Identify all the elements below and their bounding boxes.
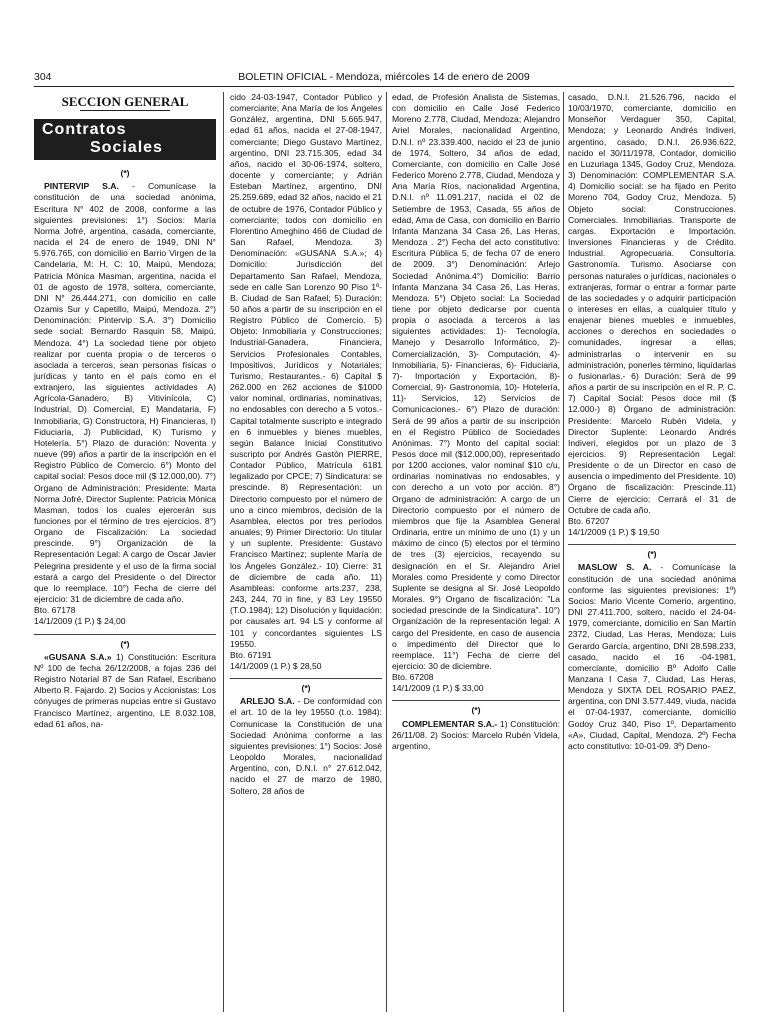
- notice-arlejo-continued: edad, de Profesión Analista de Sistemas, con domicilio en Calle José Federico Moreno 2.778, Ciudad, Mendoza; Alejandro Ariel Morales, nacionalidad Argentino, D.N.I. nº 23.339.400, nacido el 23 de junio de 1974, Soltero, 34 años de edad, Comerciante, con domicilio en Calle José Federico Moreno 2.778, Ciudad, Mendoza y Ana María Ríos, nacionalidad Argentina, D.N.I. nº 11.091.217, nacida el 02 de Setiembre de 1953, Casada, 55 años de edad, Ama de Casa, con domicilio en Barrio Infanta Manzana 34 Casa 26, Las Heras, Mendoza . 2°) Fecha del acto constitutivo: Escritura Pública 5, de fecha 07 de enero de 2009. 3°) Denominación: Arlejo Sociedad Anónima.4°) Domicilio: Barrio Infanta Manzana 34 Casa 26, Las Heras, Mendoza. 5°) Objeto social: La Sociedad tiene por objeto dedicarse por cuenta propia o asociada a terceros a las siguientes actividades: 1)- Tecnología, Manejo y Desarrollo Informático, 2)- Comercialización, 3)- Computación, 4)- Inmobiliaria, 5)- Financieras, 6)- Fiduciaria, 7)- Importación y Exportación, 8)- Comercial, 9)- Gastronomía, 10)- Hotelería, 11)- Servicios, 12) Servicios de Comunicaciones.- 6°) Plazo de duración: Será de 99 años a partir de su inscripción en el Registro Público de Sociedades Anónimas. 7°) Monto del capital social: Pesos doce mil ($12.000,00), representado por 1200 acciones, valor nominal $10 c/u, ordinarias nominativas no endosables, y con derecho a un voto por acción. 8°) Organo de administración: A cargo de un Directorio compuesto por el número de miembros que fije la Asamblea General Ordinaria, entre un mínimo de uno (1) y un máximo de cinco (5) electos por el término de tres (3) ejercicios, recayendo su designación en el Sr. Alejandro Ariel Morales como Presidente y como Director Suplente se designa al Sr. José Leopoldo Morales. 9°) Organo de fiscalización: "La sociedad prescinde de la Sindicatura". 10°) Organización de la representación legal: A cargo del Presidente, en caso de ausencia o impedimento del Director que lo reemplace. 11°) Fecha de cierre del ejercicio: 30 de diciembre.: [392, 92, 560, 671]
- notice-marker: (*): [647, 549, 657, 560]
- company-name: MASLOW S. A.: [578, 562, 652, 573]
- column-divider: [223, 92, 224, 1012]
- contratos-sociales-banner: [34, 119, 216, 160]
- ad-code: Bto. 67208: [392, 672, 434, 683]
- notice-gusana: [34, 652, 216, 730]
- notice-gusana-continued: cido 24-03-1947, Contador Público y comerciante; Ana María de los Ángeles González, argentina, DNI 5.665.947, edad 61 años, nacida el 27-08-1947, comerciante; Diego Gustavo Martínez, argentino, DNI 23.715.305, edad 34 años, nacido el 30-06-1974, soltero, docente y comerciante; y Adrián Esteban Martínez, argentino, DNI 25.259.689, edad 32 años, nacido el 21 de octubre de 1976, Contador Público y comerciante; todos con domicilio en Florentino Ameghino 466 de Ciudad de San Rafael, Mendoza. 3) Denominación: «GUSANA S.A.»; 4) Domicilio: Jurisdicción del Departamento San Rafael, Mendoza, sede en calle San Lorenzo 90 Piso 1º-B. Ciudad de San Rafael; 5) Duración: 50 años a partir de su inscripción en el Registro Público de Comercio. 5) Objeto: Inmobiliaria y Construcciones; Industrial-Ganadera, Financiera, Servicios Profesionales Contables, Impositivos, Jurídicos y Notariales; Turismo, Restaurantes.- 6) Capital $ 262.000 en 262 acciones de $1000 valor nominal, ordinarias, nominativas, no endosables con derecho a 5 votos.- Capital totalmente suscripto e integrado en 6 inmuebles y bienes muebles, según Balance Inicial Constitutivo suscripto por Andrés Gastón PIERRE, Contador Público, Matrícula 6181 legalizado por CPCE; 7) Sindicatura: se prescinde. 8) Representación: un Directorio compuesto por el número de uno a cinco miembros, decisión de la Asamblea, electos por tres períodos anuales; 9) Primer Directorio: Un titular y un suplente. Presidente: Gustavo Francisco Martínez; suplente María de los Ángeles González.- 10) Cierre: 31 de diciembre de cada año. 11) Asambleas: conforme arts.237, 238, 243, 244, 70 in fine, y 83 Ley 19550 (T.O.1984); 12) Disolución y liquidación: por causales art. 94 LS y conforme al 101 y concordantes siguientes LS 19550.: [230, 92, 382, 649]
- publication-price: 14/1/2009 (1 P.) $ 28,50: [230, 660, 322, 671]
- section-underline: [80, 110, 170, 111]
- company-name: COMPLEMENTAR S.A.-: [402, 718, 498, 729]
- notice-marker: (*): [120, 638, 130, 649]
- notice-marker: (*): [301, 683, 311, 694]
- ad-code: Bto. 67178: [34, 605, 76, 616]
- section-title: SECCION GENERAL: [61, 94, 189, 109]
- column-4: [568, 92, 736, 1012]
- notice-maslow: [568, 562, 736, 752]
- notice-body: - De conformidad con el art. 10 de la ley 19550 (t.o. 1984): Comunicase la Constitución de una Sociedad Anónima conforme a las siguientes previsiones: 1°) Socios: José Leopoldo Morales, nacionalidad Argentino, con, D.N.I. n° 27.612.042, nacido el 27 de marzo de 1980, Soltero, 28 años de: [230, 696, 382, 796]
- notice-complementar-continued: casado, D.N.I. 21.526.796, nacido el 10/03/1970, comerciante, domicilio en Monseñor Verdaguer 350, Capital, Mendoza; y Leonardo Andrés Indiveri, argentino, casado, D.N.I. 26.936.622, nacido el 30/11/1978, Contador, domicilio en Luzuriaga 1345, Godoy Cruz, Mendoza. 3) Denominación: COMPLEMENTAR S.A. 4) Domicilio social: se ha fijado en Perito Moreno 704, Godoy Cruz, Mendoza. 5) Objeto social: Construcciones. Comerciales. Inmobiliarias. Transporte de cargas. Exportación e Importación. Inversiones Financieras y de Crédito. Industrial. Agropecuaria. Consultoría. Gastronomía. Turismo. Asociarse con personas naturales o jurídicas, nacionales o extranjeras, formar o entrar a formar parte de las sociedades y o adquirir participación o intereses en ellas, a cualquier título y enajenar bienes muebles e inmuebles, acciones o derechos en sociedades o comunidades, ingresar a ellas, administrarlas o intervenir en su administración, ponerles término, liquidarlas o fusionarlas.- 6) Duración: Será de 99 años a partir de su inscripción en el R. P. C. 7) Capital Social: Pesos doce mil ($ 12.000-) 8) Órgano de administración: Presidente: Marcelo Rubén Videla, y Director Suplente: Leonardo Andrés Indiveri, elegidos por un plazo de 3 ejercicios. 9) Representación Legal: Presidente o de un Director en caso de ausencia o impedimento del Presidente. 10) Órgano de fiscalización: Prescinde.11) Cierre de ejercicio: Cerrará el 31 de Octubre de cada año.: [568, 92, 736, 515]
- banner-line-1: Contratos: [42, 121, 127, 139]
- publication-price: 14/1/2009 (1 P.) $ 24,00: [34, 616, 126, 627]
- notice-separator: [568, 544, 736, 545]
- column-3: [392, 92, 560, 1012]
- column-divider: [386, 92, 387, 1012]
- company-name: «GUSANA S.A.»: [44, 651, 112, 662]
- ad-code: Bto. 67191: [230, 649, 272, 660]
- column-divider: [563, 92, 564, 1012]
- company-name: ARLEJO S.A.: [240, 696, 295, 707]
- column-2: [230, 92, 382, 1012]
- notice-arlejo: [230, 696, 382, 796]
- page-number: 304: [34, 71, 52, 83]
- page-header: [34, 66, 734, 87]
- notice-body: 1) Constitución: 26/11/08. 2) Socios: Marcelo Rubén Videla, argentino,: [392, 718, 560, 751]
- banner-line-2: Sociales: [90, 139, 163, 157]
- publication-price: 14/1/2009 (1 P.) $ 19,50: [568, 527, 660, 538]
- notice-pintervip: [34, 181, 216, 605]
- company-name: PINTERVIP S.A.: [44, 181, 119, 192]
- notice-separator: [230, 678, 382, 679]
- notice-body: - Comunícase la constitución de una sociedad anónima, Escritura N° 402 de 2008, conforme a las siguientes previsiones: 1°) Socios: María Norma Jofré, argentina, casada, comerciante, nacida el 24 de enero de 1949, DNI N° 5.976.765, con domicilio en Barrio Virgen de la Candelaria, M: H, C: 10, Maipú, Mendoza; Patricia Mónica Masman, argentina, nacida el 01 de agosto de 1978, soltera, comerciante, DNI N° 26.444.271, con domicilio en calle Ozamis Sur y Capetillo, Maipú, Mendoza. 2°) Denominación: Pintervip S.A. 3°) Domicilio sede social: Bernardo Rasquin 58, Maipú, Mendoza. 4°) La sociedad tiene por objeto realizar por cuenta propia o de terceros o asociada a terceros, sean personas físicas o jurídicas y tanto en el país como en el extranjero, las siguientes actividades A) Agrícola-Ganadero, B) Vitivinícola, C) Industrial, D) Comercial, E) Mandataria, F) Inmobiliaria, G) Constructora, H) Financieras, I) Fiduciaria, J) Publicidad, K) Turismo y Hotelería. 5°) Plazo de duración: Noventa y nueve (99) años a partir de la inscripción en el Registro Público de Comercio. 6°) Monto del capital social: Pesos doce mil ($ 12.000,00). 7°) Organo de Administración: Presidente: Marta Norma Jofré, Director Suplente: Patricia Mónica Masman, todos los cuales ejercerán sus funciones por el término de tres ejercicios. 8°) Organo de Fiscalización: La sociedad prescinde. 9°) Organización de la Representación Legal: A cargo de Oscar Javier Pelegrina presidente y el uso de la firma social estará a cargo del Presidente o del Director que lo reemplace. 10°) Fecha de cierre del ejercicio: 31 de diciembre de cada año.: [34, 181, 216, 605]
- notice-marker: (*): [120, 168, 130, 179]
- publication-price: 14/1/2009 (1 P.) $ 33,00: [392, 683, 484, 694]
- notice-body: 1) Constitución: Escritura Nº 100 de fecha 26/12/2008, a fojas 236 del Registro Notarial 87 de San Rafael, Escribano Alberto R. Fajardo. 2) Socios y Accionistas: Los cónyuges de primeras nupcias entre sí Gustavo Francisco Martínez, argentino, LE 8.032.108, edad 61 años, na-: [34, 651, 216, 729]
- notice-separator: [392, 700, 560, 701]
- notice-separator: [34, 634, 216, 635]
- notice-body: - Comunícase la constitución de una sociedad anónima conforme las siguientes previsiones: 1º) Socios: Mario Vicente Comerio, argentino, DNI 27.411.700, soltero, nacido el 24-04-1979, comerciante, domicilio en San Martín 2372, Ciudad, Las Heras, Mendoza; Luis Gerardo García, argentino, DNI 28.598.233, casado, nacido el 16 -04-1981, comerciante, domicilio Bº Adolfo Calle Manzana I Casa 7, Ciudad, Las Heras, Mendoza y SIXTA DEL ROSARIO PAEZ, argentina, con DNI 3.577.449, viuda, nacida el 07-04-1937, comerciante, domicilio Godoy Cruz 340, Piso 1º, Departamento «A», Ciudad, Capital, Mendoza. 2º) Fecha acto constitutivo: 10-01-09. 3º) Deno-: [568, 562, 736, 751]
- bulletin-title: BOLETIN OFICIAL - Mendoza, miércoles 14 de enero de 2009: [238, 71, 530, 83]
- notice-marker: (*): [471, 705, 481, 716]
- notice-complementar: [392, 719, 560, 752]
- column-1: [34, 92, 216, 1012]
- ad-code: Bto. 67207: [568, 515, 610, 526]
